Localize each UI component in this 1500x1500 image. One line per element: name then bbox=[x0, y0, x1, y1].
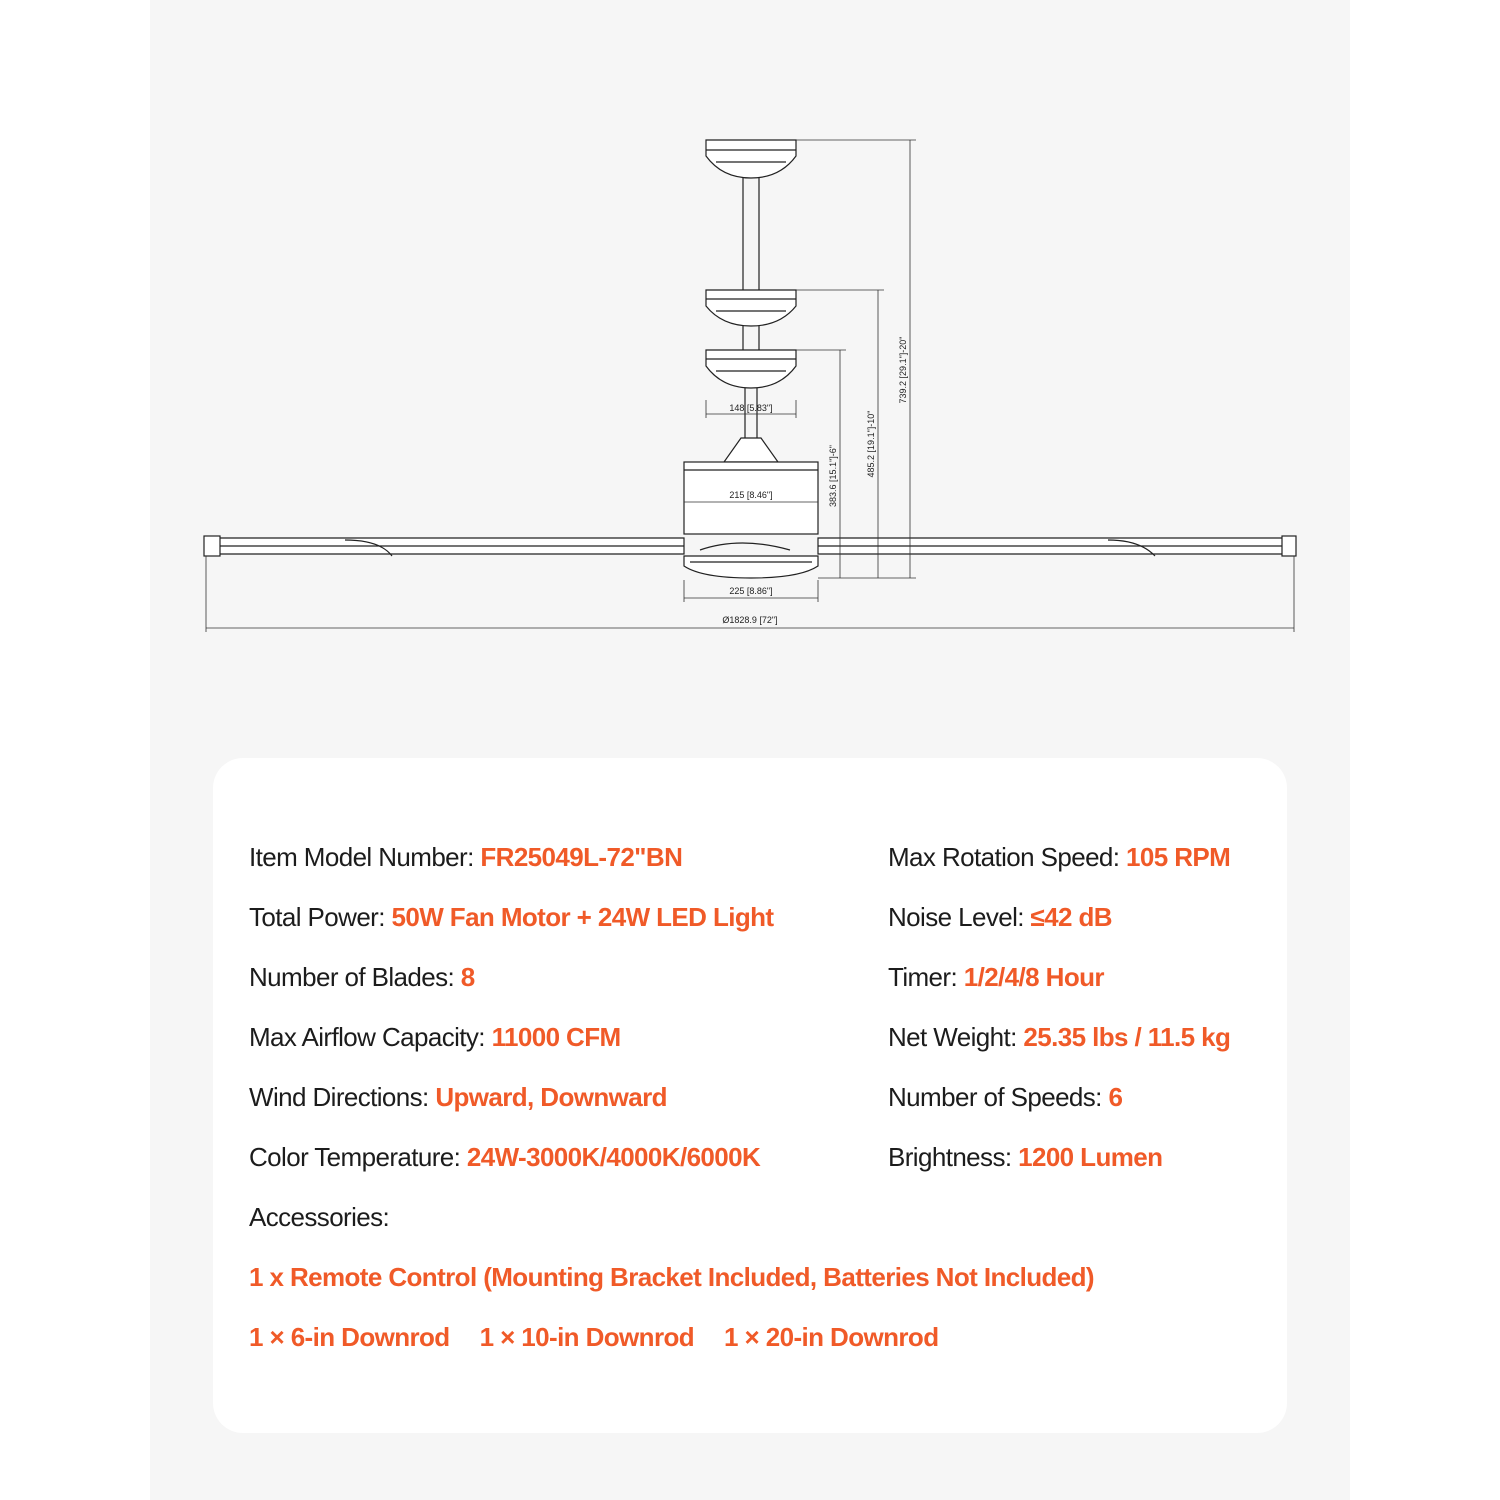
spec-noise-level: Noise Level: ≤42 dB bbox=[888, 902, 1112, 932]
spec-card bbox=[213, 758, 1287, 1433]
spec-total-power: Total Power: 50W Fan Motor + 24W LED Light bbox=[249, 902, 774, 932]
canopy-low bbox=[706, 350, 796, 388]
accessory-remote-control: 1 x Remote Control (Mounting Bracket Included, Batteries Not Included) bbox=[249, 1262, 1094, 1292]
spec-number-of-speeds: Number of Speeds: 6 bbox=[888, 1082, 1123, 1112]
spec-model-number: Item Model Number: FR25049L-72"BN bbox=[249, 842, 683, 872]
fan-blades bbox=[204, 536, 1296, 556]
dim-canopy-label: 148 [5.83"] bbox=[729, 403, 773, 413]
dim-motor-label: 215 [8.46"] bbox=[729, 490, 773, 500]
accessory-downrod-20in: 1 × 20-in Downrod bbox=[724, 1322, 939, 1352]
spec-wind-directions: Wind Directions: Upward, Downward bbox=[249, 1082, 667, 1112]
canopy-mid bbox=[706, 290, 796, 326]
dim-span-label: Ø1828.9 [72"] bbox=[722, 615, 778, 625]
spec-max-rotation-speed: Max Rotation Speed: 105 RPM bbox=[888, 842, 1231, 872]
accessories-downrods bbox=[249, 1322, 939, 1353]
light-kit bbox=[684, 556, 818, 578]
accessories-label: Accessories: bbox=[249, 1202, 390, 1232]
fan-dimension-drawing bbox=[150, 0, 1350, 700]
ceiling-canopy bbox=[706, 140, 796, 178]
spec-brightness: Brightness: 1200 Lumen bbox=[888, 1142, 1163, 1172]
spec-net-weight: Net Weight: 25.35 lbs / 11.5 kg bbox=[888, 1022, 1231, 1052]
spec-timer: Timer: 1/2/4/8 Hour bbox=[888, 962, 1104, 992]
spec-number-of-blades: Number of Blades: 8 bbox=[249, 962, 475, 992]
dim-light-label: 225 [8.86"] bbox=[729, 586, 773, 596]
dim-height-3-label: 739.2 [29.1"]-20" bbox=[898, 336, 908, 404]
spec-color-temperature: Color Temperature: 24W-3000K/4000K/6000K bbox=[249, 1142, 761, 1172]
spec-max-airflow: Max Airflow Capacity: 11000 CFM bbox=[249, 1022, 621, 1052]
dim-height-1-label: 383.6 [15.1"]-6" bbox=[828, 445, 838, 507]
dim-height-2-label: 485.2 [19.1"]-10" bbox=[866, 410, 876, 478]
accessory-downrod-6in: 1 × 6-in Downrod bbox=[249, 1322, 450, 1352]
accessory-downrod-10in: 1 × 10-in Downrod bbox=[479, 1322, 695, 1352]
